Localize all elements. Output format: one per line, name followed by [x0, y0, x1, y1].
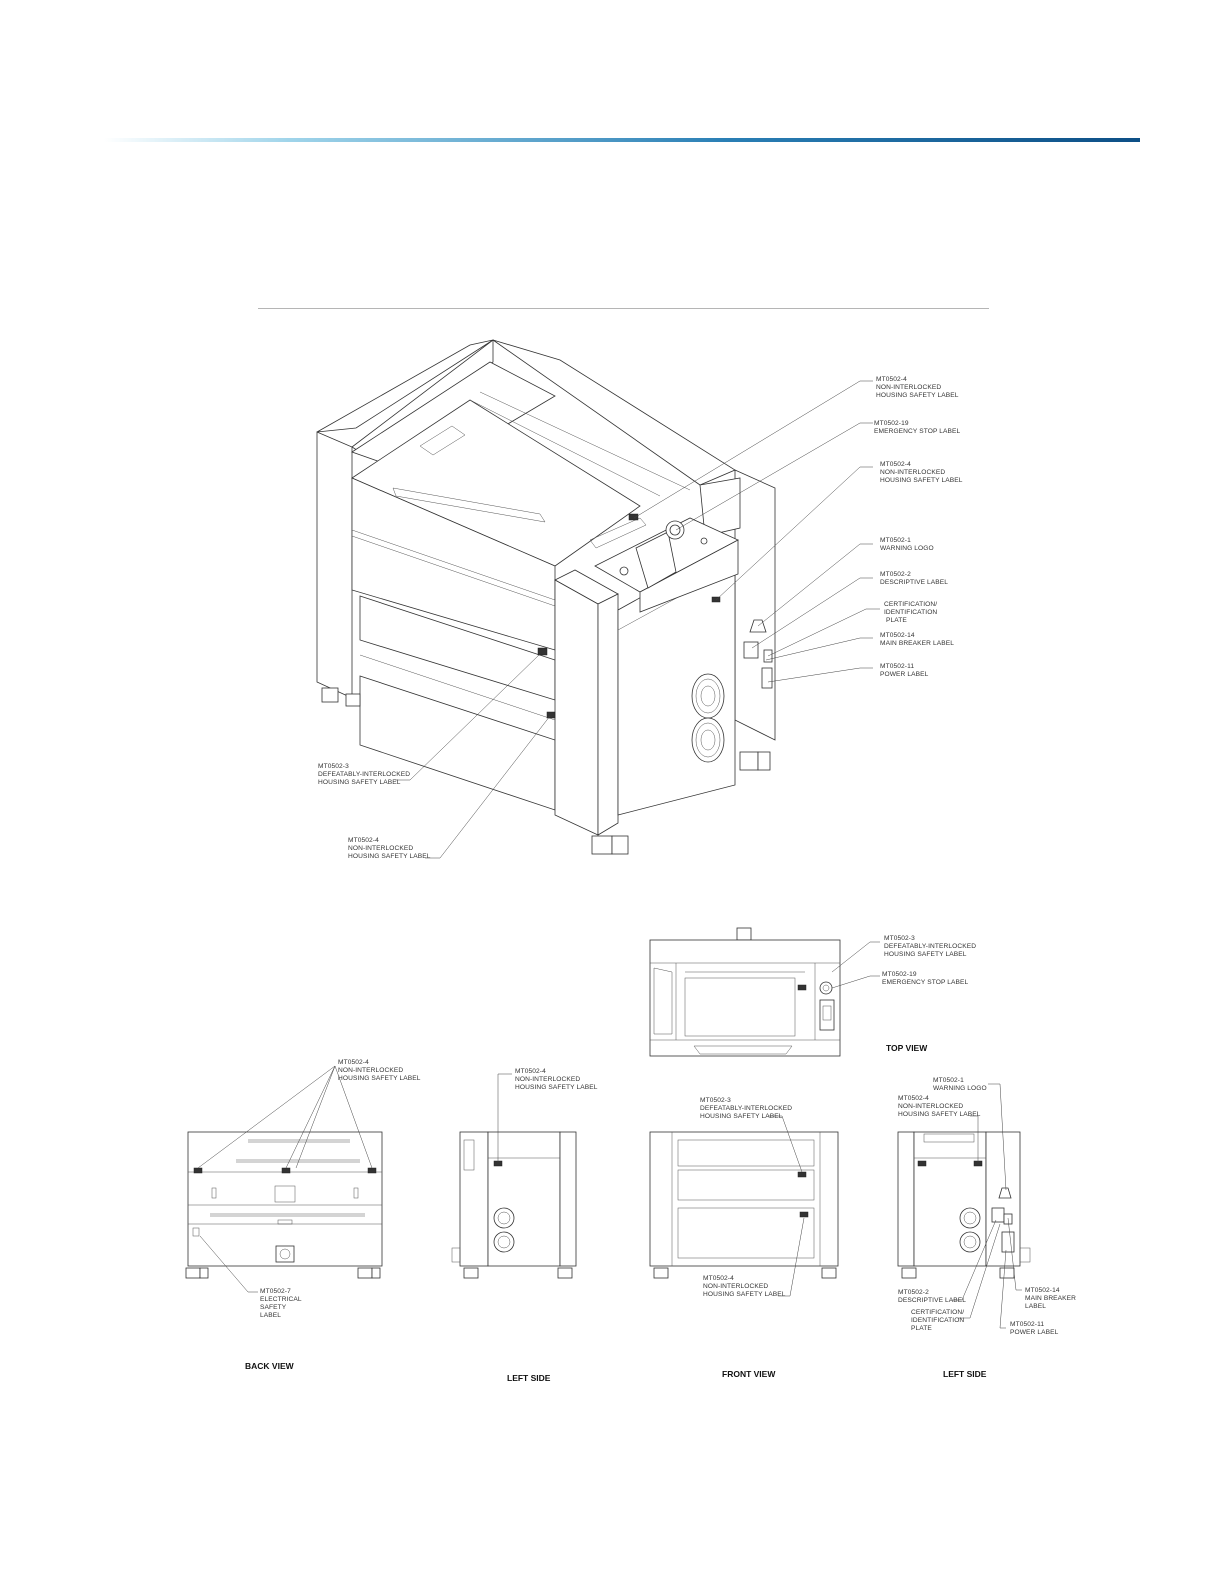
front-view-caption: FRONT VIEW: [722, 1369, 776, 1379]
iso-callout-power-label: MT0502-11 POWER LABEL: [880, 663, 929, 678]
left-side-2-caption: LEFT SIDE: [943, 1369, 987, 1379]
left2-callout-warning-logo: MT0502-1 WARNING LOGO: [933, 1077, 987, 1092]
back-callout-housing-label: MT0502-4 NON-INTERLOCKED HOUSING SAFETY LABEL: [338, 1059, 421, 1082]
back-view-drawing: [186, 1059, 421, 1371]
back-view-caption: BACK VIEW: [245, 1361, 294, 1371]
iso-callout-warning-logo: MT0502-1 WARNING LOGO: [880, 537, 934, 552]
left1-callout-housing-label: MT0502-4 NON-INTERLOCKED HOUSING SAFETY LABEL: [515, 1068, 598, 1091]
top-callout-emergency-stop: MT0502-19 EMERGENCY STOP LABEL: [882, 971, 969, 986]
iso-callout-housing-label-panel: MT0502-4 NON-INTERLOCKED HOUSING SAFETY LABEL: [880, 461, 963, 484]
front-view-drawing: [650, 1097, 838, 1379]
front-callout-defeatably-interlocked: MT0502-3 DEFEATABLY-INTERLOCKED HOUSING SAFETY LABEL: [700, 1097, 793, 1120]
top-view-drawing: [650, 928, 978, 1056]
left-side-2-drawing: [898, 1077, 1078, 1379]
top-view-caption: TOP VIEW: [886, 1043, 928, 1053]
left2-callout-main-breaker: MT0502-14 MAIN BREAKER LABEL: [1025, 1287, 1077, 1310]
front-callout-housing-label: MT0502-4 NON-INTERLOCKED HOUSING SAFETY LABEL: [703, 1275, 786, 1298]
top-callout-defeatably-interlocked: MT0502-3 DEFEATABLY-INTERLOCKED HOUSING SAFETY LABEL: [884, 935, 977, 958]
iso-callout-main-breaker: MT0502-14 MAIN BREAKER LABEL: [880, 632, 954, 647]
back-callout-electrical-safety: MT0502-7 ELECTRICAL SAFETY LABEL: [260, 1288, 302, 1319]
left2-callout-power-label: MT0502-11 POWER LABEL: [1010, 1321, 1059, 1336]
iso-callout-housing-label-front: MT0502-4 NON-INTERLOCKED HOUSING SAFETY LABEL: [348, 837, 431, 860]
iso-callout-defeatably-interlocked: MT0502-3 DEFEATABLY-INTERLOCKED HOUSING SAFETY LABEL: [318, 763, 411, 786]
left2-callout-housing-label: MT0502-4 NON-INTERLOCKED HOUSING SAFETY LABEL: [898, 1095, 981, 1118]
left2-callout-descriptive-label: MT0502-2 DESCRIPTIVE LABEL: [898, 1289, 967, 1304]
left2-callout-certification-plate: CERTIFICATION/ IDENTIFICATION PLATE: [911, 1309, 965, 1332]
iso-callout-emergency-stop: MT0502-19 EMERGENCY STOP LABEL: [874, 420, 961, 435]
left-side-1-caption: LEFT SIDE: [507, 1373, 551, 1383]
iso-callout-certification-plate: CERTIFICATION/ IDENTIFICATION PLATE: [884, 601, 938, 624]
iso-callout-descriptive-label: MT0502-2 DESCRIPTIVE LABEL: [880, 571, 949, 586]
left-side-1-drawing: [452, 1068, 598, 1383]
iso-callout-housing-label-top: MT0502-4 NON-INTERLOCKED HOUSING SAFETY LABEL: [876, 376, 959, 399]
